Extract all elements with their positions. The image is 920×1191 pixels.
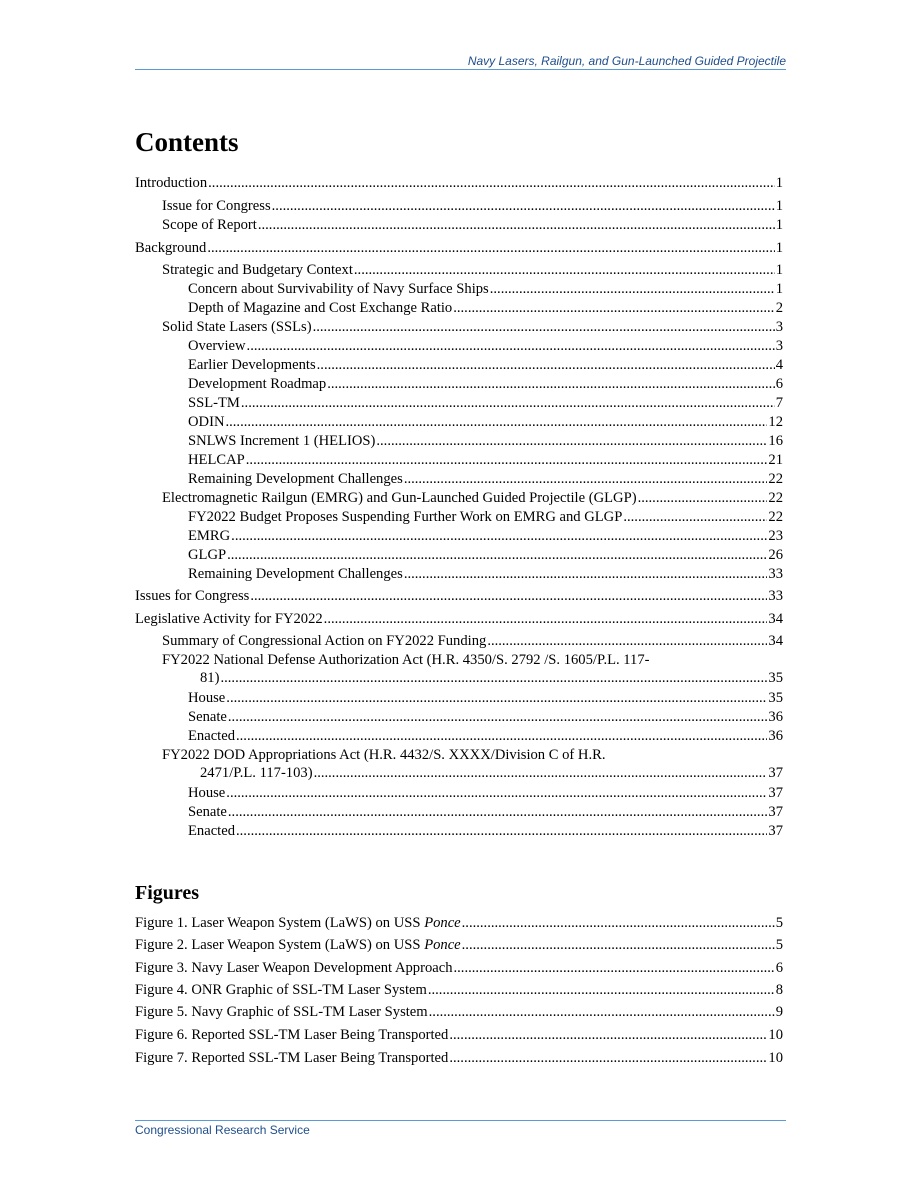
toc-entry-page: 34 (768, 611, 783, 627)
dot-leader (272, 197, 775, 215)
toc-entry[interactable] (135, 546, 783, 564)
figures-heading: Figures (135, 882, 200, 904)
figure-entry[interactable] (135, 936, 783, 954)
dot-leader (376, 432, 767, 450)
toc-entry-page: 37 (768, 804, 783, 820)
figure-entry-title (135, 1026, 448, 1044)
dot-leader (428, 981, 775, 999)
toc-entry-page: 22 (768, 490, 783, 506)
dot-leader (317, 356, 775, 374)
toc-entry-page: 1 (775, 281, 783, 297)
toc-entry[interactable] (135, 587, 783, 605)
dot-leader (246, 451, 768, 469)
dot-leader (324, 610, 768, 628)
figure-entry-text: Figure 1. Laser Weapon System (LaWS) on USS (135, 915, 425, 931)
dot-leader (453, 299, 774, 317)
toc-entry-page: 1 (775, 175, 783, 191)
toc-entry[interactable] (135, 708, 783, 726)
toc-entry-title: Enacted (188, 728, 235, 744)
dot-leader (490, 280, 775, 298)
toc-entry-title: Strategic and Budgetary Context (162, 262, 353, 278)
figure-entry-ship-name: Ponce (424, 915, 461, 931)
toc-entry-page: 33 (768, 566, 783, 582)
toc-entry-title: Senate (188, 709, 227, 725)
dot-leader (228, 803, 768, 821)
figure-entry-page: 5 (775, 915, 783, 931)
toc-entry[interactable] (135, 610, 783, 628)
toc-entry-title: Overview (188, 338, 246, 354)
figure-entry-page: 10 (768, 1027, 783, 1043)
toc-entry[interactable] (135, 413, 783, 431)
toc-entry[interactable] (135, 651, 783, 687)
toc-entry[interactable] (135, 280, 783, 298)
toc-entry[interactable] (135, 432, 783, 450)
toc-entry[interactable] (135, 632, 783, 650)
figure-entry-page: 10 (768, 1050, 783, 1066)
toc-entry-page: 1 (775, 217, 783, 233)
figure-entry-page: 5 (775, 937, 783, 953)
toc-entry-title-continued: 81) (200, 670, 220, 686)
figure-entry-page: 6 (775, 960, 783, 976)
toc-entry-title: Earlier Developments (188, 357, 316, 373)
toc-entry[interactable] (135, 318, 783, 336)
toc-entry-page: 2 (775, 300, 783, 316)
toc-entry[interactable] (135, 216, 783, 234)
toc-entry-title: FY2022 DOD Appropriations Act (H.R. 4432/S. XXXX/Division C of H.R. (162, 747, 606, 763)
toc-entry[interactable] (135, 261, 783, 279)
toc-entry-page: 12 (768, 414, 783, 430)
dot-leader (220, 669, 767, 687)
figure-entry-text: Figure 5. Navy Graphic of SSL-TM Laser System (135, 1004, 428, 1020)
figure-entry-title (135, 959, 453, 977)
dot-leader (250, 587, 767, 605)
dot-leader (638, 489, 768, 507)
toc-entry-title: ODIN (188, 414, 225, 430)
toc-entry[interactable] (135, 299, 783, 317)
figure-entry-ship-name: Ponce (424, 937, 461, 953)
toc-entry-page: 21 (768, 452, 783, 468)
figure-entry-title (135, 1049, 448, 1067)
footer-rule (135, 1120, 786, 1121)
toc-entry[interactable] (135, 197, 783, 215)
toc-entry[interactable] (135, 803, 783, 821)
toc-entry[interactable] (135, 727, 783, 745)
toc-entry-title: Introduction (135, 175, 208, 191)
dot-leader (623, 508, 767, 526)
toc-entry[interactable] (135, 174, 783, 192)
dot-leader (227, 546, 767, 564)
dot-leader (449, 1049, 767, 1067)
figure-entry-text: Figure 7. Reported SSL-TM Laser Being Transported (135, 1050, 449, 1066)
figure-entry-title (135, 981, 427, 999)
header-rule (135, 69, 786, 70)
toc-entry-title: Background (135, 240, 207, 256)
toc-entry-title: Development Roadmap (188, 376, 327, 392)
figure-entry[interactable] (135, 1003, 783, 1021)
toc-entry-page: 3 (775, 338, 783, 354)
toc-entry-page: 22 (768, 509, 783, 525)
toc-entry[interactable] (135, 565, 783, 583)
dot-leader (258, 216, 775, 234)
toc-entry[interactable] (135, 239, 783, 257)
toc-entry[interactable] (135, 470, 783, 488)
dot-leader (354, 261, 775, 279)
toc-entry-title: House (188, 785, 226, 801)
toc-entry-page: 37 (768, 785, 783, 801)
toc-entry-page: 3 (775, 319, 783, 335)
dot-leader (404, 565, 768, 583)
toc-entry-title-continued: 2471/P.L. 117-103) (200, 765, 313, 781)
figure-entry[interactable] (135, 981, 783, 999)
figure-entry-title (135, 1003, 428, 1021)
figure-entry-text: Figure 4. ONR Graphic of SSL-TM Laser System (135, 982, 427, 998)
dot-leader (462, 914, 775, 932)
toc-entry-page: 34 (768, 633, 783, 649)
figure-entry-title (135, 936, 461, 954)
toc-entry-page: 1 (775, 262, 783, 278)
toc-entry-title: HELCAP (188, 452, 245, 468)
toc-entry-page: 1 (775, 198, 783, 214)
dot-leader (231, 527, 767, 545)
toc-entry-title: Remaining Development Challenges (188, 566, 403, 582)
figure-entry-title (135, 914, 461, 932)
dot-leader (236, 822, 767, 840)
toc-entry-title: Summary of Congressional Action on FY2022 Funding (162, 633, 487, 649)
toc-entry-title: Solid State Lasers (SSLs) (162, 319, 312, 335)
figure-entry[interactable] (135, 914, 783, 932)
toc-entry-title: SNLWS Increment 1 (HELIOS) (188, 433, 376, 449)
toc-entry-page: 26 (768, 547, 783, 563)
toc-entry-title: Concern about Survivability of Navy Surface Ships (188, 281, 489, 297)
dot-leader (314, 764, 768, 782)
dot-leader (449, 1026, 767, 1044)
dot-leader (228, 708, 768, 726)
dot-leader (404, 470, 768, 488)
toc-entry-title: Electromagnetic Railgun (EMRG) and Gun-Launched Guided Projectile (GLGP) (162, 490, 637, 506)
dot-leader (247, 337, 775, 355)
toc-entry[interactable] (135, 375, 783, 393)
toc-entry[interactable] (135, 508, 783, 526)
dot-leader (241, 394, 775, 412)
dot-leader (226, 689, 767, 707)
dot-leader (313, 318, 775, 336)
dot-leader (208, 174, 775, 192)
toc-entry[interactable] (135, 746, 783, 782)
toc-entry-title: Enacted (188, 823, 235, 839)
toc-entry-title: House (188, 690, 226, 706)
toc-entry-page: 33 (768, 588, 783, 604)
toc-entry-page: 22 (768, 471, 783, 487)
toc-entry-title: SSL-TM (188, 395, 240, 411)
toc-entry-title: Remaining Development Challenges (188, 471, 403, 487)
toc-entry-page: 23 (768, 528, 783, 544)
dot-leader (487, 632, 767, 650)
figure-entry[interactable] (135, 1026, 783, 1044)
toc-entry-title: Issues for Congress (135, 588, 250, 604)
toc-entry-title: Issue for Congress (162, 198, 271, 214)
toc-entry-page: 35 (768, 690, 783, 706)
figure-entry-page: 9 (775, 1004, 783, 1020)
figure-entry-text: Figure 2. Laser Weapon System (LaWS) on USS (135, 937, 425, 953)
toc-entry-page: 7 (775, 395, 783, 411)
figure-entry-page: 8 (775, 982, 783, 998)
toc-entry-page: 36 (768, 709, 783, 725)
toc-entry-title: FY2022 Budget Proposes Suspending Further Work on EMRG and GLGP (188, 509, 623, 525)
running-header-title: Navy Lasers, Railgun, and Gun-Launched Guided Projectile (467, 54, 786, 68)
toc-entry-page: 37 (768, 765, 783, 781)
toc-entry-title: FY2022 National Defense Authorization Act (H.R. 4350/S. 2792 /S. 1605/P.L. 117- (162, 652, 650, 668)
dot-leader (236, 727, 767, 745)
toc-entry-page: 36 (768, 728, 783, 744)
dot-leader (225, 413, 767, 431)
toc-entry[interactable] (135, 822, 783, 840)
dot-leader (327, 375, 775, 393)
toc-entry-title: EMRG (188, 528, 231, 544)
toc-entry[interactable] (135, 451, 783, 469)
toc-entry-title: Scope of Report (162, 217, 257, 233)
figure-entry-text: Figure 3. Navy Laser Weapon Development Approach (135, 960, 453, 976)
toc-entry[interactable] (135, 784, 783, 802)
footer-publisher: Congressional Research Service (135, 1123, 310, 1137)
toc-entry-title: Legislative Activity for FY2022 (135, 611, 323, 627)
toc-entry[interactable] (135, 356, 783, 374)
figure-entry-text: Figure 6. Reported SSL-TM Laser Being Transported (135, 1027, 449, 1043)
toc-entry-title: Senate (188, 804, 227, 820)
toc-entry-page: 1 (775, 240, 783, 256)
figure-entry[interactable] (135, 1049, 783, 1067)
dot-leader (226, 784, 767, 802)
toc-entry[interactable] (135, 527, 783, 545)
toc-entry-page: 35 (768, 670, 783, 686)
figure-entry[interactable] (135, 959, 783, 977)
dot-leader (454, 959, 775, 977)
dot-leader (462, 936, 775, 954)
contents-heading: Contents (135, 127, 239, 157)
toc-entry-page: 16 (768, 433, 783, 449)
toc-entry[interactable] (135, 394, 783, 412)
toc-entry[interactable] (135, 489, 783, 507)
toc-entry-title: Depth of Magazine and Cost Exchange Ratio (188, 300, 453, 316)
dot-leader (429, 1003, 775, 1021)
toc-entry-page: 37 (768, 823, 783, 839)
toc-entry-page: 4 (775, 357, 783, 373)
toc-entry[interactable] (135, 337, 783, 355)
toc-entry-title: GLGP (188, 547, 227, 563)
toc-entry-page: 6 (775, 376, 783, 392)
dot-leader (207, 239, 774, 257)
toc-entry[interactable] (135, 689, 783, 707)
